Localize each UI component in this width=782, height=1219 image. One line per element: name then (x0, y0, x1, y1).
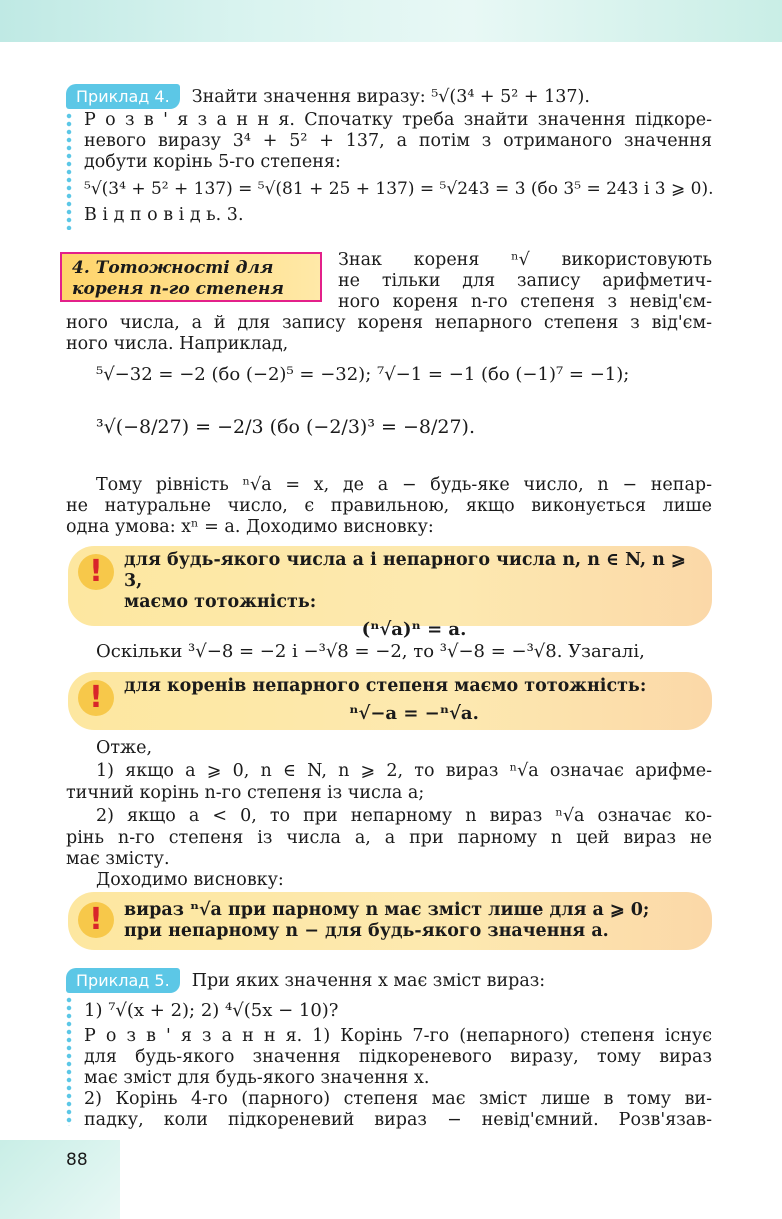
exclamation-icon: ! (78, 680, 114, 716)
conclusion-line: Отже, (96, 738, 153, 758)
conclusion-line: рінь n-го степеня із числа a, а при парному n цей вираз не (66, 828, 712, 848)
identity-note-2 (68, 672, 712, 730)
section4-text-line: не натуральне число, є правильною, якщо виконується лише (66, 496, 712, 516)
identity-note-1-text (124, 550, 704, 640)
note-text-line: для будь-якого числа a і непарного числа n, n ∈ N, n ⩾ 3, (124, 550, 686, 591)
conclusion-line: тичний корінь n-го степеня із числа a; (66, 783, 425, 803)
example4-badge: Приклад 4. (66, 84, 180, 109)
section-title-box (60, 252, 322, 302)
section4-intro-full (66, 313, 712, 355)
section4-example-line2: ³√(−8/27) = −2/3 (бо (−2/3)³ = −8/27). (96, 416, 475, 438)
example4-solution-line: добути корінь 5-го степеня: (84, 152, 341, 172)
section4-text-line: Знак кореня ⁿ√ використовують (338, 250, 712, 270)
section4-text-line: одна умова: xⁿ = a. Доходимо висновку: (66, 517, 434, 537)
example5-items: 1) ⁷√(x + 2); 2) ⁴√(5x − 10)? (84, 1000, 339, 1021)
section-title-line: 4. Тотожності для (72, 258, 274, 278)
section4-text-line: ного кореня n-го степеня з невід'єм- (338, 292, 712, 312)
example5-solution-line: Р о з в ' я з а н н я. 1) Корінь 7-го (непарного) степеня існує (84, 1026, 712, 1046)
conclusion-line: має змісту. (66, 849, 170, 869)
section4-example-line1: ⁵√−32 = −2 (бо (−2)⁵ = −32); ⁷√−1 = −1 (бо (−1)⁷ = −1); (96, 364, 630, 385)
conclusion-line: Доходимо висновку: (96, 870, 284, 890)
section4-text-line: ного числа. Наприклад, (66, 334, 289, 354)
example4-solution-line: Р о з в ' я з а н н я. Спочатку треба знайти значення підкоре- (84, 110, 712, 130)
example5-dot-rail (66, 996, 72, 1126)
conclusion-block (66, 738, 712, 891)
note-text-line: маємо тотожність: (124, 592, 317, 612)
conclusion-line: 1) якщо a ⩾ 0, n ∈ N, n ⩾ 2, то вираз ⁿ√a означає арифме- (96, 761, 712, 781)
identity-note-1 (68, 546, 712, 640)
section4-intro-right (338, 250, 712, 313)
example5-solution-line: для будь-якого значення підкореневого виразу, тому вираз (84, 1047, 712, 1067)
exclamation-icon: ! (78, 902, 114, 938)
example4-solution (84, 110, 712, 226)
identity-note-3 (68, 892, 712, 950)
note-text-line: при непарному n − для будь-якого значення a. (124, 921, 609, 941)
example4-dot-rail (66, 112, 72, 230)
section4-paragraph2 (66, 475, 712, 538)
example4-solution-line: невого виразу 3⁴ + 5² + 137, а потім з отриманого значення (84, 131, 712, 151)
identity-note-3-text (124, 900, 704, 942)
section-title-line: кореня n-го степеня (72, 279, 284, 299)
middle-line: Оскільки ³√−8 = −2 і −³√8 = −2, то ³√−8 = −³√8. Узагалі, (96, 641, 645, 662)
example5-block (66, 968, 712, 992)
example5-solution-line: 2) Корінь 4-го (парного) степеня має зміст лише в тому ви- (84, 1089, 712, 1109)
conclusion-line: 2) якщо a < 0, то при непарному n вираз ⁿ√a означає ко- (96, 806, 712, 826)
example4-block (66, 84, 712, 108)
note-text-line: вираз ⁿ√a при парному n має зміст лише для a ⩾ 0; (124, 900, 650, 920)
example5-task: При яких значення x має зміст вираз: (191, 971, 546, 991)
example5-solution-line: має зміст для будь-якого значення x. (84, 1068, 430, 1088)
note-text-line: для коренів непарного степеня маємо тотожність: (124, 676, 647, 696)
exclamation-icon: ! (78, 554, 114, 590)
example5-solution (84, 996, 712, 1131)
note-formula: ⁿ√−a = −ⁿ√a. (349, 703, 479, 724)
bottom-decoration-band (0, 1140, 120, 1219)
section4-text-line: ного числа, а й для запису кореня непарного степеня з від'єм- (66, 313, 712, 333)
identity-note-2-text (124, 676, 704, 724)
note-formula: (ⁿ√a)ⁿ = a. (361, 619, 467, 640)
section4-text-line: не тільки для запису арифметич- (338, 271, 712, 291)
example4-task: Знайти значення виразу: ⁵√(3⁴ + 5² + 137). (191, 87, 590, 107)
example4-answer: В і д п о в і д ь. 3. (84, 205, 244, 225)
example5-badge: Приклад 5. (66, 968, 180, 993)
example5-solution-line: падку, коли підкореневий вираз − невід'ємний. Розв'язав- (84, 1110, 712, 1130)
page-number: 88 (66, 1150, 88, 1170)
top-decoration-band (0, 0, 782, 42)
section4-text-line: Тому рівність ⁿ√a = x, де a − будь-яке число, n − непар- (96, 475, 712, 495)
example4-calculation: ⁵√(3⁴ + 5² + 137) = ⁵√(81 + 25 + 137) = ⁵√243 = 3 (бо 3⁵ = 243 і 3 ⩾ 0). (84, 179, 714, 199)
